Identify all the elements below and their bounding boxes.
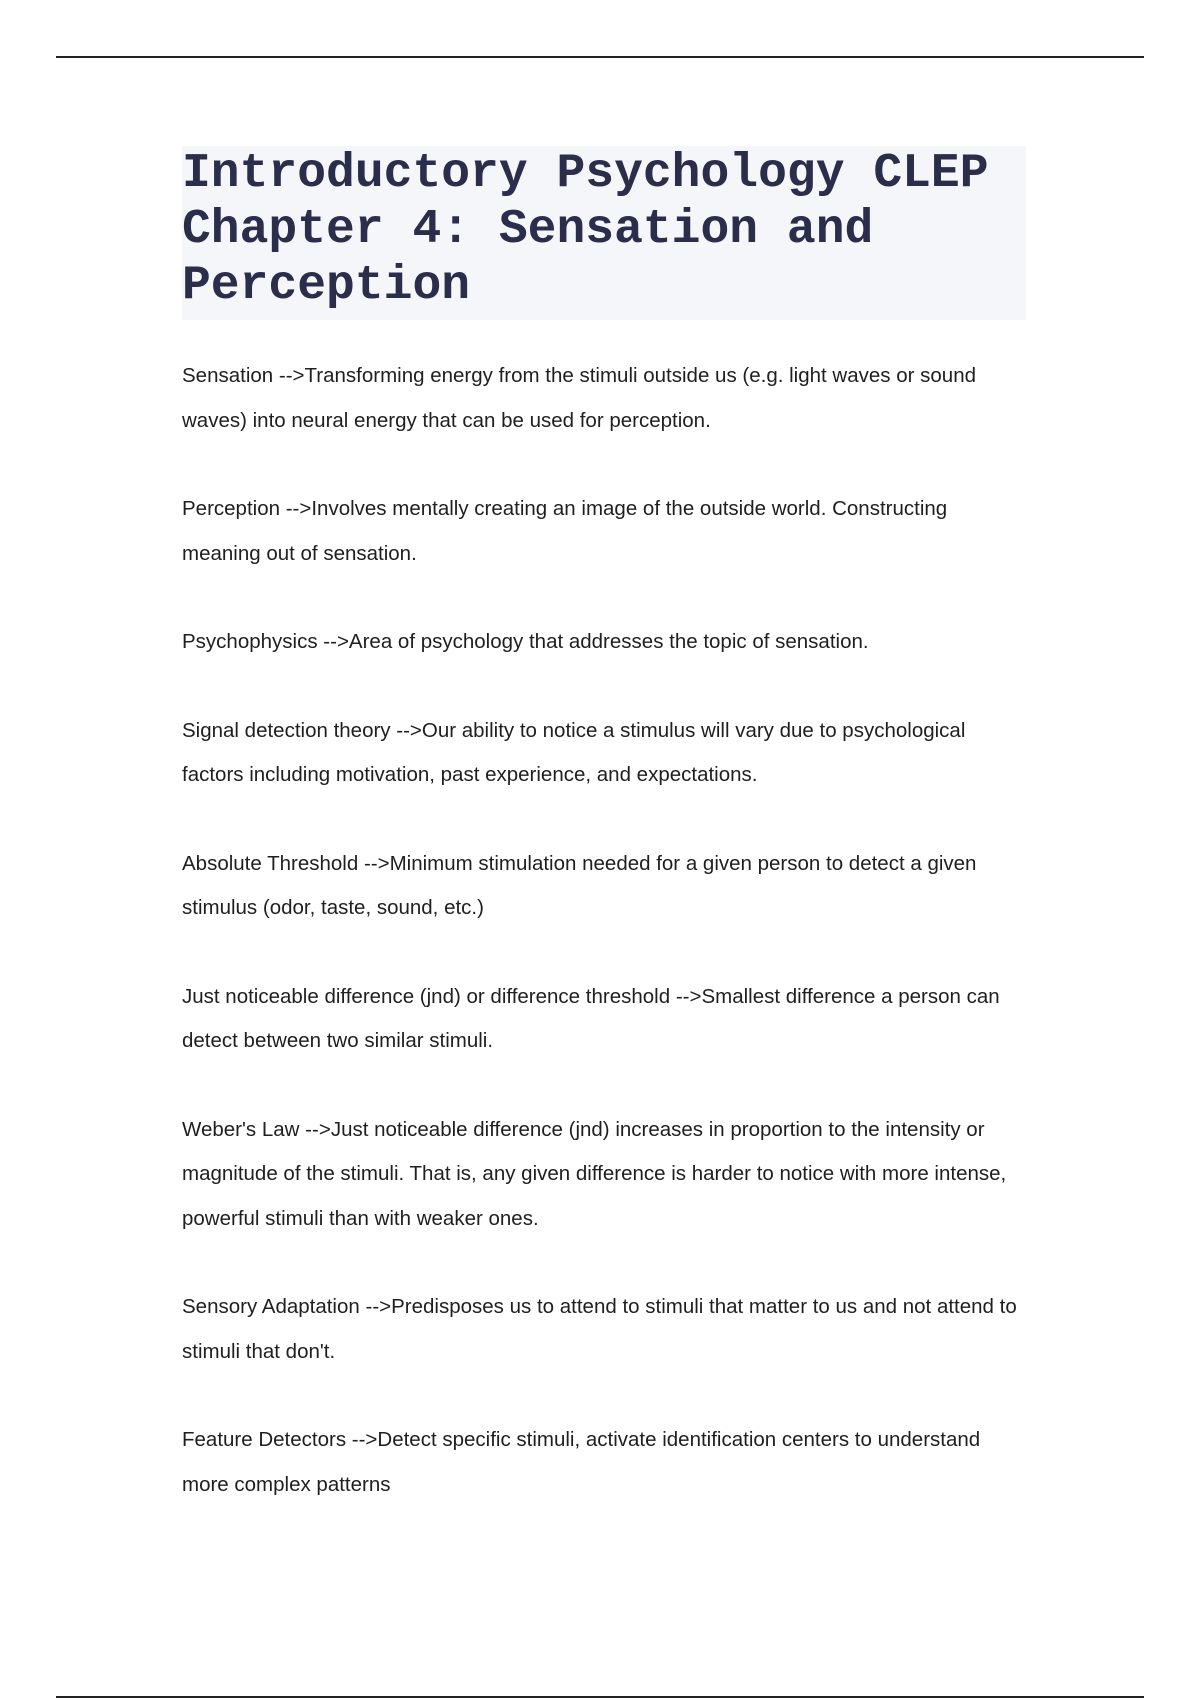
flashcard-entry [182, 1108, 1020, 1242]
entry-definition: Our ability to notice a stimulus will vary due to psychological factors including motivation, past experience, and expectations. [182, 718, 966, 786]
entry-separator: --> [280, 497, 312, 520]
entry-definition: Minimum stimulation needed for a given person to detect a given stimulus (odor, taste, sound, etc.) [182, 851, 977, 919]
entry-separator: --> [358, 851, 390, 875]
flashcard-entry [182, 1418, 1020, 1507]
document-content [182, 146, 1020, 1551]
document-title: Introductory Psychology CLEP Chapter 4: Sensation and Perception [182, 147, 989, 313]
entry-term: Sensation [182, 364, 274, 387]
entry-term: Perception [182, 497, 281, 520]
entry-definition: Involves mentally creating an image of the outside world. Constructing meaning out of sensation. [182, 497, 948, 565]
entry-separator: --> [390, 718, 422, 742]
flashcard-entry [182, 709, 1020, 798]
entry-separator: --> [670, 984, 702, 1008]
entry-separator: --> [299, 1117, 331, 1141]
entry-definition: Transforming energy from the stimuli outside us (e.g. light waves or sound waves) into neural energy that can be used for perception. [182, 364, 977, 432]
flashcard-entry [182, 487, 1020, 576]
entry-term: Absolute Threshold [182, 851, 359, 875]
entry-term: Feature Detectors [182, 1428, 347, 1451]
entry-term: Sensory Adaptation [182, 1295, 360, 1318]
flashcard-entry [182, 842, 1020, 931]
entry-definition: Detect specific stimuli, activate identification centers to understand more complex patterns [182, 1428, 981, 1496]
entry-term: Psychophysics [182, 630, 318, 653]
title-banner [182, 146, 1026, 320]
entry-separator: --> [317, 630, 349, 653]
entry-definition: Area of psychology that addresses the topic of sensation. [348, 630, 869, 653]
entry-term: Just noticeable difference (jnd) or difference threshold [182, 984, 671, 1008]
flashcard-entry [182, 975, 1020, 1064]
flashcard-entry [182, 620, 1020, 665]
flashcard-entry [182, 354, 1020, 443]
entry-term: Signal detection theory [182, 718, 391, 742]
entry-separator: --> [346, 1428, 378, 1451]
flashcard-entry [182, 1285, 1020, 1374]
entry-definition: Predisposes us to attend to stimuli that matter to us and not attend to stimuli that don't. [182, 1295, 1017, 1363]
entry-separator: --> [273, 364, 305, 387]
entry-definition: Smallest difference a person can detect between two similar stimuli. [182, 984, 1000, 1052]
bottom-divider [56, 1696, 1144, 1698]
entry-definition: Just noticeable difference (jnd) increases in proportion to the intensity or magnitude of the stimuli. That is, any given difference is harder to notice with more intense, powerful stimuli than with weaker ones. [182, 1117, 1007, 1230]
entry-term: Weber's Law [182, 1117, 300, 1141]
entry-separator: --> [359, 1295, 392, 1318]
top-divider [56, 56, 1144, 58]
